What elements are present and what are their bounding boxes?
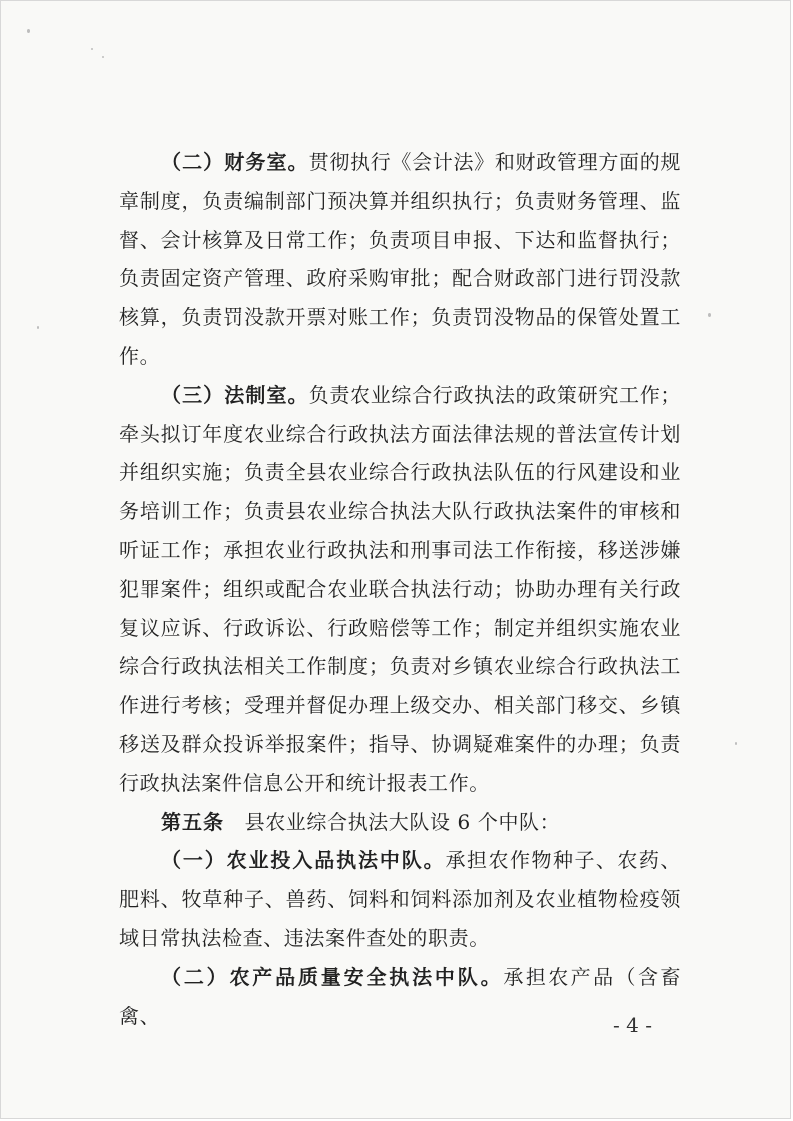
scan-speck	[708, 313, 711, 317]
paragraph-quality-squadron	[119, 958, 681, 1036]
heading-quality-squadron: （二）农产品质量安全执法中队。	[161, 964, 504, 989]
heading-inputs-squadron: （一）农业投入品执法中队。	[161, 848, 446, 873]
scan-speck	[91, 48, 93, 50]
text-quality-squadron: 承担农产品（含畜禽、	[119, 964, 681, 1028]
text-article-five: 县农业综合执法大队设 6 个中队：	[224, 809, 561, 834]
paragraph-legal-office	[119, 376, 681, 803]
scan-speck	[27, 29, 30, 33]
document-body	[119, 143, 681, 1035]
heading-finance-office: （二）财务室。	[161, 150, 309, 174]
heading-legal-office: （三）法制室。	[161, 382, 309, 407]
scan-speck	[735, 742, 737, 745]
paragraph-inputs-squadron	[119, 841, 681, 957]
paragraph-article-five	[119, 803, 681, 842]
text-inputs-squadron: 承担农作物种子、农药、肥料、牧草种子、兽药、饲料和饲料添加剂及农业植物检疫领域日常执法检查、违法案件查处的职责。	[119, 848, 681, 950]
paragraph-finance-office	[119, 143, 681, 376]
scan-speck	[37, 326, 39, 329]
text-legal-office: 负责农业综合行政执法的政策研究工作；牵头拟订年度农业综合行政执法方面法律法规的普法宣传计划并组织实施；负责全县农业综合行政执法队伍的行风建设和业务培训工作；负责县农业综合执法大队行政执法案件的审核和听证工作；承担农业行政执法和刑事司法工作衔接，移送涉嫌犯罪案件；组织或配合农业联合执法行动；协助办理有关行政复议应诉、行政诉讼、行政赔偿等工作；制定并组织实施农业综合行政执法相关工作制度；负责对乡镇农业综合行政执法工作进行考核；受理并督促办理上级交办、相关部门移交、乡镇移送及群众投诉举报案件；指导、协调疑难案件的办理；负责行政执法案件信息公开和统计报表工作。	[119, 382, 681, 795]
heading-article-five: 第五条	[161, 809, 224, 834]
text-finance-office: 贯彻执行《会计法》和财政管理方面的规章制度，负责编制部门预决算并组织执行；负责财务管理、监督、会计核算及日常工作；负责项目申报、下达和监督执行；负责固定资产管理、政府采购审批；配合财政部门进行罚没款核算，负责罚没款开票对账工作；负责罚没物品的保管处置工作。	[119, 150, 681, 368]
scan-speck	[102, 56, 104, 58]
page-number: - 4 -	[613, 1013, 652, 1037]
